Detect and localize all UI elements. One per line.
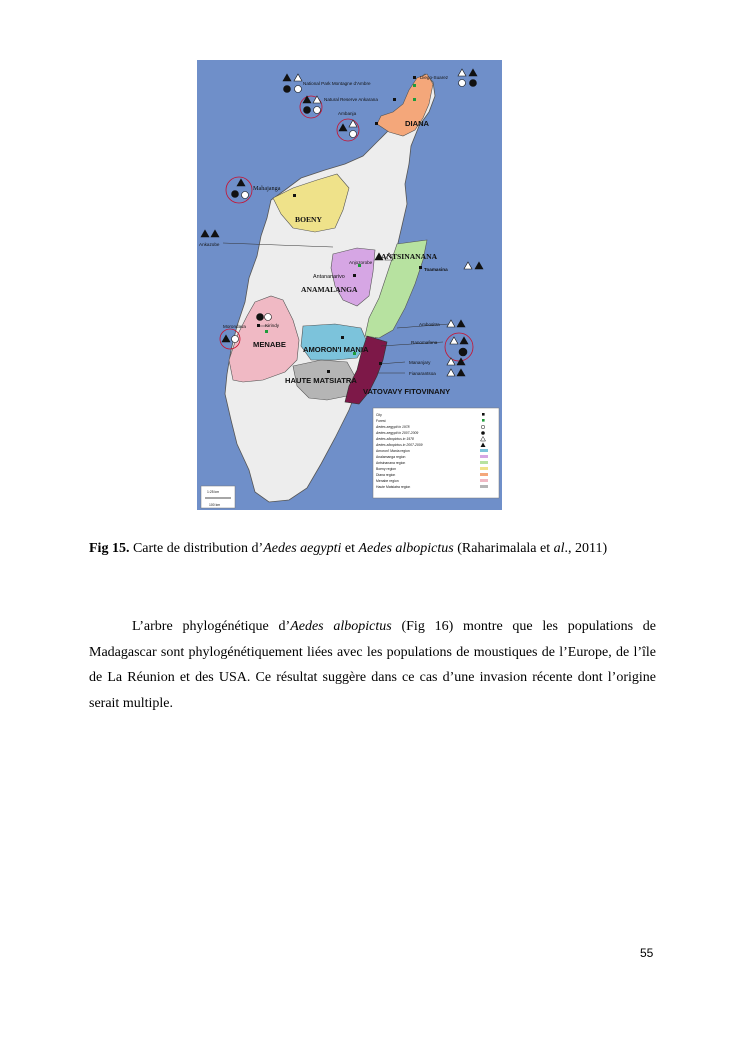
legend-menabe: Menabe region (376, 479, 399, 483)
legend-forest: Forest (376, 419, 386, 423)
forest-marker (265, 330, 268, 333)
city-marker (379, 362, 382, 365)
caption-text: Carte de distribution d’ (129, 541, 264, 556)
legend-city: City (376, 413, 382, 417)
label-mahajanga: Mahajanga (253, 185, 281, 192)
city-marker (393, 98, 396, 101)
city-marker (257, 324, 260, 327)
caption-text: ., 2011) (564, 541, 608, 556)
aegypti-2007-symbol (257, 314, 264, 321)
caption-species-albopictus: Aedes albopictus (358, 541, 454, 556)
figure-caption (89, 541, 607, 557)
label-toamasina: Toamasina (424, 267, 448, 272)
label-ankarana: Natural Reserve Ankarana (324, 97, 378, 102)
body-paragraph (89, 614, 656, 716)
distribution-map-figure (197, 60, 502, 510)
aegypti-1978-symbol (314, 107, 321, 114)
aegypti-1978-symbol (232, 336, 239, 343)
label-ambositra: Ambositra (419, 322, 440, 327)
paragraph-text: L’arbre phylogénétique d’ (132, 619, 291, 634)
city-marker (419, 266, 422, 269)
legend-albopictus-2007: Aedes albopictus in 2007-2009 (376, 443, 423, 447)
label-kirindy: Kirindy (265, 323, 280, 328)
region-label-menabe: MENABE (253, 340, 286, 349)
aegypti-1978-symbol (459, 80, 466, 87)
scale-ratio: 1:25 km (207, 490, 220, 494)
region-label-amoron-i-mania: AMORON'I MANIA (303, 345, 369, 354)
paragraph-species: Aedes albopictus (290, 619, 392, 634)
label-diego: Diego-Suarez (420, 75, 449, 80)
region-label-vatovavy: VATOVAVY FITOVINANY (363, 387, 451, 396)
label-mananjary: Mananjary (409, 360, 431, 365)
aegypti-1978-symbol (295, 86, 302, 93)
region-label-diana: DIANA (405, 119, 430, 128)
legend-analamanga: Analamanga region (376, 455, 406, 459)
caption-species-aegypti: Aedes aegypti (263, 541, 342, 556)
forest-marker (413, 84, 416, 87)
region-label-haute-matsiatra: HAUTE MATSIATRA (285, 376, 357, 385)
caption-et-al: al (553, 541, 565, 556)
label-montagne: National Park Montagne d'Ambre (303, 81, 371, 86)
region-label-antsinanana: ANTSINANANA (381, 252, 438, 261)
caption-label: Fig 15. (89, 541, 130, 556)
aegypti-1978-symbol (350, 131, 357, 138)
label-anjozorobe: Anjozorobe (349, 260, 373, 265)
map-legend (373, 408, 499, 498)
label-ankazobe: Ankazobe (199, 242, 220, 247)
label-ranomafana: Ranomafana (411, 340, 438, 345)
legend-amoron-i-mania: Amoron'i Mania region (376, 449, 410, 453)
aegypti-1978-symbol (265, 314, 272, 321)
legend-antsinanana: Antsinanana region (376, 461, 406, 465)
aegypti-2007-symbol (459, 348, 467, 356)
scale-distance: 100 km (209, 503, 221, 507)
legend-aegypti-2007: Aedes aegypti in 2007-2009 (376, 431, 419, 435)
map-scale (201, 486, 235, 508)
legend-aegypti-1978: Aedes aegypti in 1978 (376, 425, 410, 429)
page-number: 55 (640, 946, 654, 960)
region-label-boeny: BOENY (295, 215, 323, 224)
legend-diana: Diana region (376, 473, 396, 477)
label-morondava: Morondava (223, 324, 246, 329)
aegypti-2007-symbol (304, 107, 311, 114)
aegypti-1978-symbol (242, 192, 249, 199)
city-marker (293, 194, 296, 197)
caption-text: (Raharimalala et (453, 541, 554, 556)
aegypti-2007-symbol (470, 80, 477, 87)
region-label-analamanga: ANAMALANGA (301, 285, 358, 294)
forest-marker (413, 98, 416, 101)
city-marker (327, 370, 330, 373)
aegypti-2007-symbol (284, 86, 291, 93)
city-marker (375, 122, 378, 125)
label-antananarivo: Antananarivo (313, 274, 345, 280)
legend-haute-matsiatra: Haute Matsiatra region (376, 485, 411, 489)
legend-albopictus-1978: Aedes albopictus in 1978 (376, 437, 414, 441)
city-marker (341, 336, 344, 339)
region-amoron-i-mania (301, 324, 367, 360)
caption-text: et (341, 541, 359, 556)
label-fianarantsoa: Fianarantsoa (409, 371, 436, 376)
city-marker (413, 76, 416, 79)
label-ambanja: Ambanja (338, 111, 357, 116)
aegypti-2007-symbol (232, 191, 239, 198)
city-marker (353, 274, 356, 277)
paragraph-text: (Fig 16) montre que les populations de Madagascar sont phylogénétiquement liées avec les populations de moustiques de l’Europe, de l’île de La Réunion et des USA. Ce résultat suggère dans ce cas d’une invasion récente dont l’origine serait multiple. (89, 619, 657, 711)
legend-boeny: Boeny region (376, 467, 396, 471)
